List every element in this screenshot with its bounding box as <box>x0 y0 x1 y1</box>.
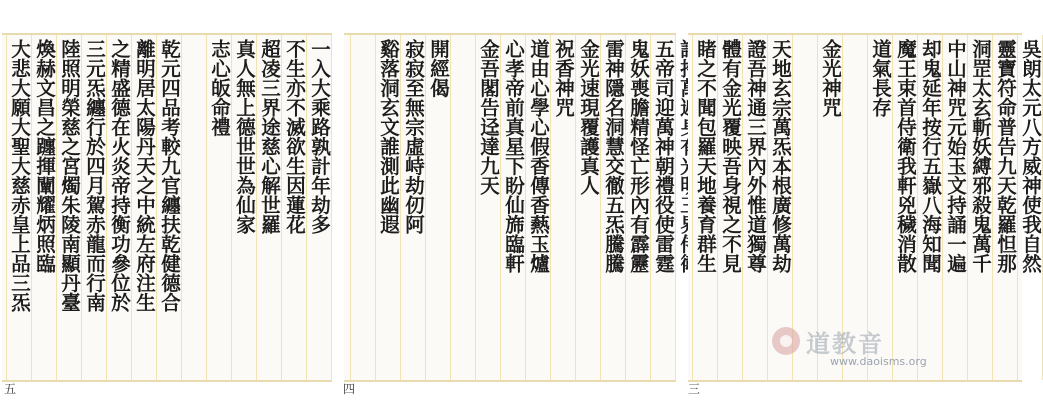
text-column: 一入大乘路孰計年劫多 <box>308 39 331 234</box>
column-rule <box>650 35 651 380</box>
column-rule <box>892 35 893 380</box>
column-rule <box>450 35 451 380</box>
column-rule <box>625 35 626 380</box>
text-column: 金吾閣告迳達九天 <box>477 39 500 195</box>
text-column: 却鬼延年按行五嶽八海知聞 <box>919 39 942 273</box>
text-column: 祝香神咒 <box>552 39 575 117</box>
column-rule <box>181 35 182 380</box>
text-column: 谿落洞玄文誰測此幽遐 <box>377 39 400 234</box>
text-column: 五帝司迎萬神朝禮役使雷霆 <box>652 39 675 273</box>
column-rule <box>131 35 132 380</box>
text-column: 鬼妖喪膽精怪亡形內有霹靂 <box>627 39 650 273</box>
column-rule <box>156 35 157 380</box>
column-rule <box>967 35 968 380</box>
text-column: 陸照明榮慈之宮燭朱陵南顯丹臺 <box>58 39 81 312</box>
page-five <box>2 33 332 382</box>
column-rule <box>6 35 7 380</box>
column-rule <box>306 35 307 380</box>
text-column: 洞罡太玄斬妖縛邪殺鬼萬千 <box>969 39 992 273</box>
page-number-five: 五 <box>4 382 17 396</box>
watermark-text: 道教音 <box>806 328 884 358</box>
text-column: 道氣長存 <box>869 39 892 117</box>
page-four <box>344 33 676 382</box>
column-rule <box>331 35 332 380</box>
text-column: 寂寂至無宗虛峙劫仞阿 <box>402 39 425 234</box>
column-rule <box>917 35 918 380</box>
column-rule <box>942 35 943 380</box>
column-rule <box>525 35 526 380</box>
text-column: 金光速現覆護真人 <box>577 39 600 195</box>
page-number-three: 三 <box>688 382 701 396</box>
column-rule <box>106 35 107 380</box>
text-column: 體有金光覆映吾身視之不見 <box>719 39 742 273</box>
text-column: 開經偈 <box>427 39 450 98</box>
column-rule <box>675 35 676 380</box>
column-rule <box>475 35 476 380</box>
text-column: 大悲大願大聖大慈赤皇上品三炁 <box>8 39 31 312</box>
text-column: 魔王束首侍衛我軒兇穢消散 <box>894 39 917 273</box>
column-rule <box>992 35 993 380</box>
column-rule <box>500 35 501 380</box>
column-rule <box>425 35 426 380</box>
column-rule <box>742 35 743 380</box>
text-column: 中山神咒元始玉文持誦一遍 <box>944 39 967 273</box>
text-column: 之精盛德在火炎帝持衡功參位於 <box>108 39 131 312</box>
text-column: 不生亦不滅欲生因蓮花 <box>283 39 306 234</box>
column-rule <box>375 35 376 380</box>
text-column: 道由心學心假香傳香爇玉爐 <box>527 39 550 273</box>
column-rule <box>600 35 601 380</box>
column-rule <box>575 35 576 380</box>
text-column: 證吾神通三界內外惟道獨尊 <box>744 39 767 273</box>
column-rule <box>256 35 257 380</box>
text-column: 真人無上德世世為仙家 <box>233 39 256 234</box>
text-column: 超凌三界途慈心解世羅 <box>258 39 281 234</box>
column-rule <box>1017 35 1018 380</box>
text-column: 煥赫文昌之躔揮闡耀炳照臨 <box>33 39 56 273</box>
watermark-logo-icon <box>772 327 800 355</box>
column-rule <box>350 35 351 380</box>
text-column: 靈寶符命普告九天乾羅怛那 <box>994 39 1017 273</box>
column-rule <box>281 35 282 380</box>
column-rule <box>31 35 32 380</box>
text-column: 金光神咒 <box>819 39 842 117</box>
column-rule <box>717 35 718 380</box>
text-column: 三元炁纏行於四月駕赤龍而行南 <box>83 39 106 312</box>
column-rule <box>692 35 693 380</box>
text-column: 睹之不聞包羅天地養育群生 <box>694 39 717 273</box>
column-rule <box>550 35 551 380</box>
text-column: 志心皈命禮 <box>208 39 231 137</box>
column-rule <box>400 35 401 380</box>
column-rule <box>206 35 207 380</box>
page-number-four: 四 <box>343 382 356 396</box>
text-column: 天地玄宗萬炁本根廣修萬劫 <box>769 39 792 273</box>
text-column: 雷神隱名洞慧交徹五炁騰騰 <box>602 39 625 273</box>
column-rule <box>767 35 768 380</box>
text-column: 離明居太陽丹天之中統左府注生 <box>133 39 156 312</box>
text-column: 乾元四品考較九官纏扶乾健德合 <box>158 39 181 312</box>
text-column: 心孝帝前真星下盼仙旆臨軒 <box>502 39 525 273</box>
watermark-url: www.daoisms.org <box>830 355 927 368</box>
column-rule <box>56 35 57 380</box>
column-rule <box>81 35 82 380</box>
text-column: 吳朗太元八方威神使我自然 <box>1019 39 1042 273</box>
column-rule <box>231 35 232 380</box>
